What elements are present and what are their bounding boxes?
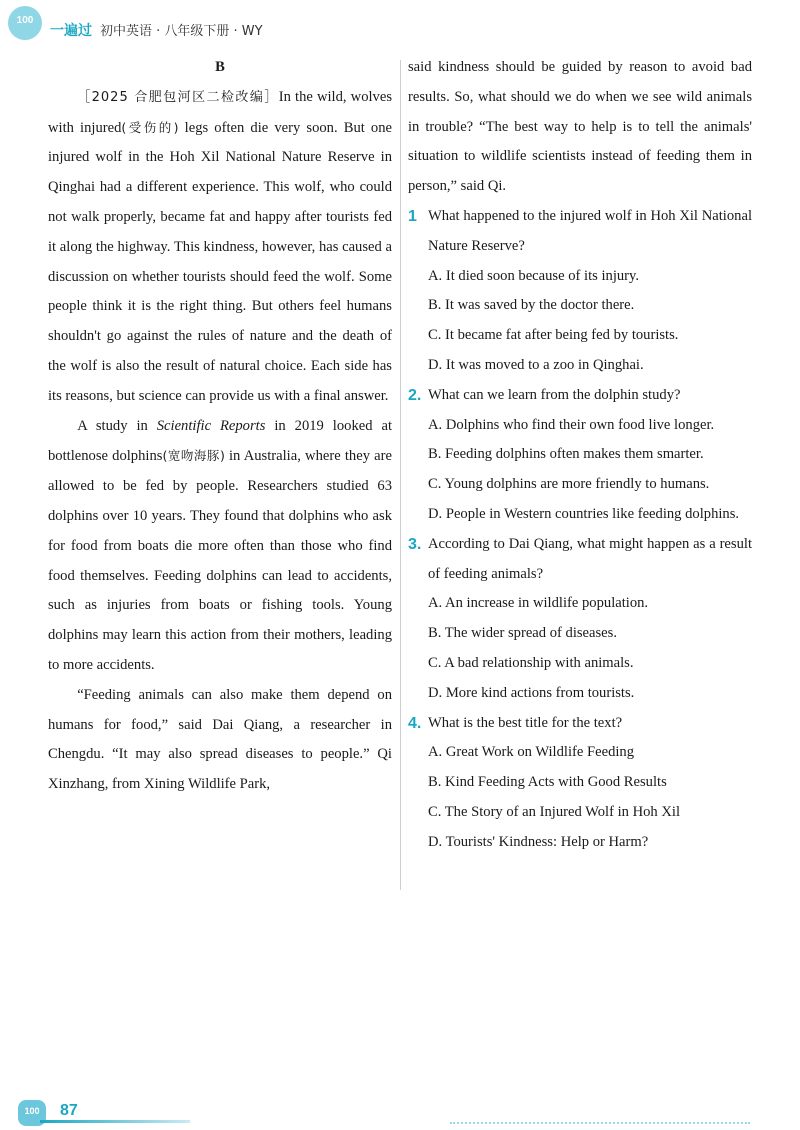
question-stem xyxy=(408,202,752,262)
page-number: 87 xyxy=(60,1102,78,1119)
passage-paragraph-1 xyxy=(48,83,392,412)
left-column xyxy=(48,53,392,800)
question-number: 3. xyxy=(408,535,422,553)
answer-option[interactable]: A. It died soon because of its injury. xyxy=(428,267,640,284)
answer-option[interactable]: C. It became fat after being fed by tourists. xyxy=(428,327,679,344)
column-divider xyxy=(400,60,401,890)
passage-paragraph-2 xyxy=(48,412,392,681)
section-label: B xyxy=(215,59,225,75)
answer-option[interactable]: B. It was saved by the doctor there. xyxy=(428,297,635,314)
answer-option[interactable]: A. Dolphins who find their own food live longer. xyxy=(428,416,715,433)
answer-option[interactable]: B. Kind Feeding Acts with Good Results xyxy=(428,774,667,791)
brand-logo: 100 xyxy=(8,6,42,40)
question-stem xyxy=(408,381,752,411)
answer-option[interactable]: D. More kind actions from tourists. xyxy=(428,684,635,701)
answer-option[interactable]: A. Great Work on Wildlife Feeding xyxy=(428,744,635,761)
p2-text-b: in 2019 looked at bottlenose dolphins xyxy=(48,417,392,465)
source-tag: ［2025 合肥包河区二检改编］ xyxy=(77,89,279,105)
answer-option[interactable]: C. A bad relationship with animals. xyxy=(428,654,634,671)
p1-text-b: legs often die very soon. But one injured wolf in the Hoh Xil National Nature Reserve in Qinghai had a different experience. This wolf, who could not walk properly, became fat and happy after tourists fed it along the highway. This kindness, however, has caused a discussion on whether tourists should feed the wolf. Some people think it is the right thing. But others feel humans shouldn't go against the rules of nature and the death of the wolf is also the result of natural choice. Each side has its reasons, but science can provide us with a final answer. xyxy=(48,119,392,404)
answer-option[interactable]: B. The wider spread of diseases. xyxy=(428,625,617,642)
question-item xyxy=(408,381,752,530)
p2-gloss: (宽吻海豚) xyxy=(162,448,225,464)
journal-name: Scientific Reports xyxy=(156,417,266,434)
question-text: According to Dai Qiang, what might happen as a result of feeding animals? xyxy=(428,535,752,582)
question-number: 1 xyxy=(408,207,417,225)
footer-dotted-line xyxy=(450,1122,750,1124)
question-text: What happened to the injured wolf in Hoh Xil National Nature Reserve? xyxy=(428,207,752,254)
answer-option[interactable]: C. The Story of an Injured Wolf in Hoh Xil xyxy=(428,803,681,820)
answer-option[interactable]: B. Feeding dolphins often makes them smarter. xyxy=(428,446,704,463)
p1-text-a: In the wild, wolves with injured xyxy=(48,88,392,136)
footer-logo: 100 xyxy=(18,1100,46,1126)
page-header xyxy=(0,0,800,50)
footer-line xyxy=(40,1120,190,1123)
answer-option[interactable]: A. An increase in wildlife population. xyxy=(428,595,649,612)
question-stem xyxy=(408,709,752,739)
page-footer xyxy=(0,1098,800,1130)
question-item xyxy=(408,530,752,709)
question-text: What can we learn from the dolphin study? xyxy=(428,386,681,403)
answer-option[interactable]: C. Young dolphins are more friendly to humans. xyxy=(428,476,710,493)
question-stem xyxy=(408,530,752,590)
p1-gloss: (受伤的) xyxy=(121,119,179,135)
answer-option[interactable]: D. Tourists' Kindness: Help or Harm? xyxy=(428,833,649,850)
brand-name: 一遍过 xyxy=(50,23,92,39)
answer-option[interactable]: D. People in Western countries like feeding dolphins. xyxy=(428,505,740,522)
passage-paragraph-3-continued: said kindness should be guided by reason to avoid bad results. So, what should we do when we see wild animals in trouble? “The best way to help is to tell the animals' situation to wildlife scientists instead of feeding them in person,” said Qi. xyxy=(408,59,752,195)
p2-text-c: in Australia, where they are allowed to be fed by people. Researchers studied 63 dolphins over 10 years. They found that dolphins who ask for food from boats die more often than those who find food themselves. Feeding dolphins can lead to accidents, such as injuries from boats or fishing tools. Young dolphins may learn this action from their mothers, leading to more accidents. xyxy=(48,448,392,673)
question-item xyxy=(408,202,752,381)
right-column xyxy=(408,53,752,858)
question-item xyxy=(408,709,752,858)
question-number: 2. xyxy=(408,386,422,404)
passage-paragraph-3: “Feeding animals can also make them depend on humans for food,” said Dai Qiang, a researcher in Chengdu. “It may also spread diseases to people.” Qi Xinzhang, from Xining Wildlife Park, xyxy=(48,686,392,793)
book-subtitle: 初中英语 · 八年级下册 · WY xyxy=(100,24,263,39)
answer-option[interactable]: D. It was moved to a zoo in Qinghai. xyxy=(428,356,644,373)
question-text: What is the best title for the text? xyxy=(428,714,623,731)
p2-text-a: A study in xyxy=(77,417,157,434)
question-number: 4. xyxy=(408,714,422,732)
